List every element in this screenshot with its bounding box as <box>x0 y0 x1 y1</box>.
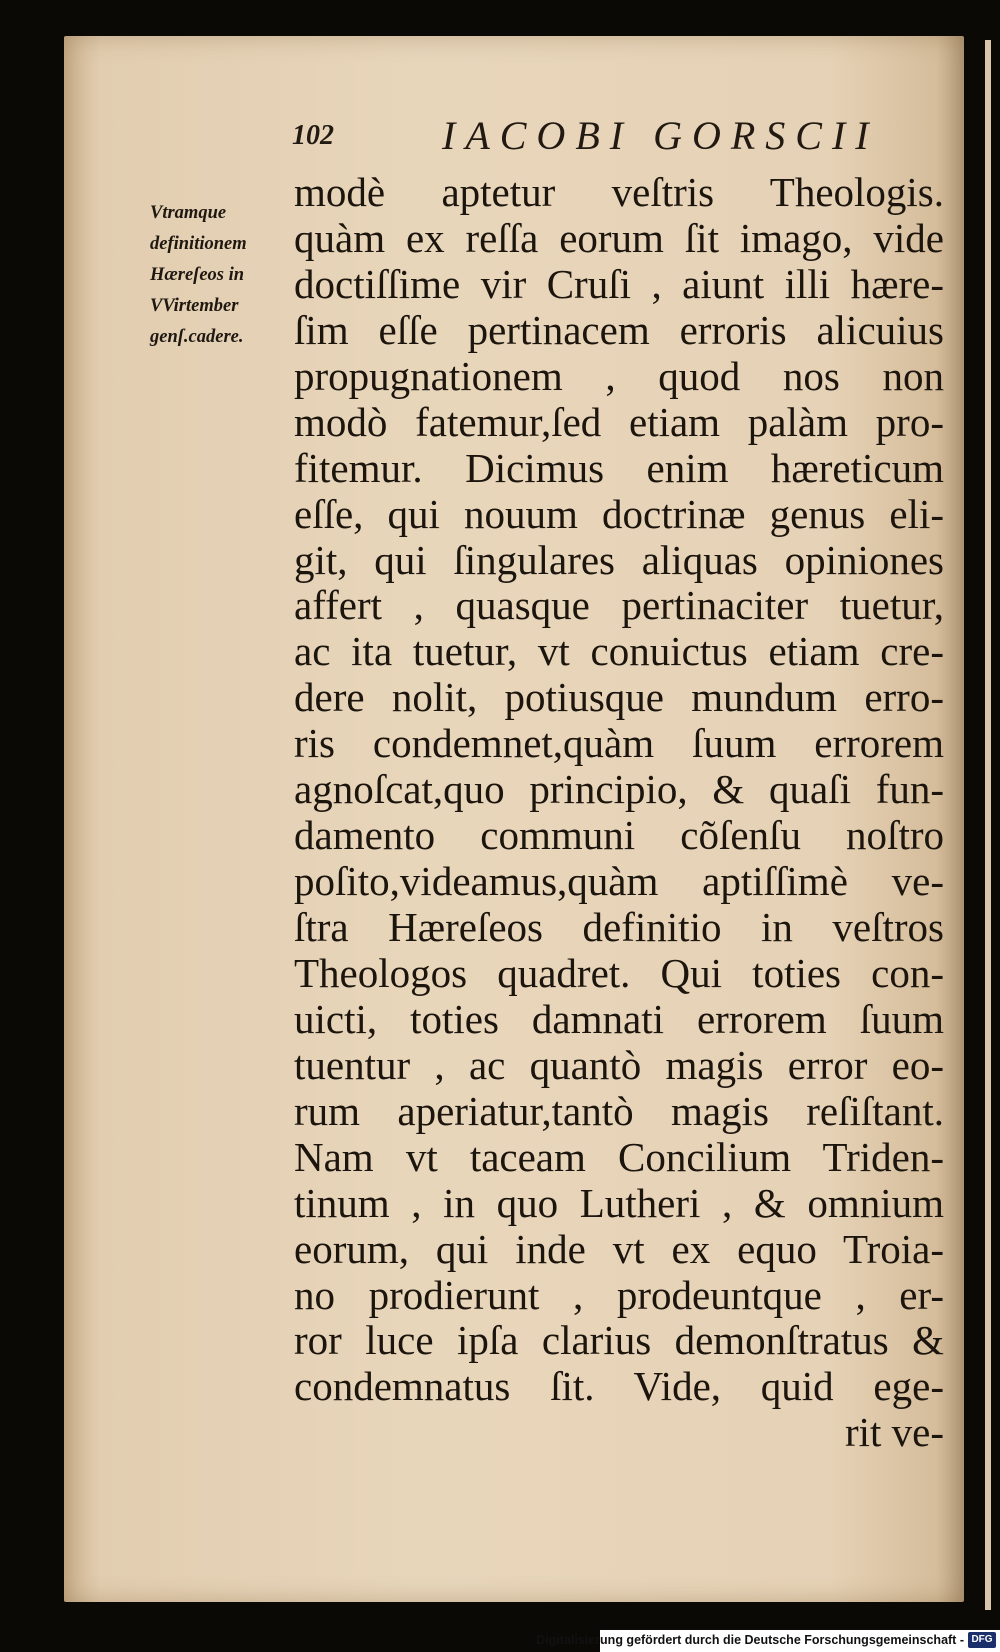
page-edge <box>985 40 991 1610</box>
text-line: Nam vt taceam Concilium Triden- <box>294 1133 944 1180</box>
margin-note <box>150 198 286 353</box>
footer-bar <box>536 1630 1000 1652</box>
body-text <box>294 169 944 1455</box>
text-line: rum aperiatur,tantò magis reſiſtant. <box>294 1087 944 1134</box>
text-line: git, qui ſingulares aliquas opiniones <box>294 536 944 583</box>
text-line: ac ita tuetur, vt conuictus etiam cre- <box>294 628 944 675</box>
text-line: condemnatus ſit. Vide, quid ege- <box>294 1363 944 1410</box>
margin-note-line: definitionem <box>150 234 247 254</box>
text-line: modò fatemur,ſed etiam palàm pro- <box>294 398 944 445</box>
text-line: ror luce ipſa clarius demonſtratus & <box>294 1317 944 1364</box>
page-header <box>292 110 932 162</box>
page-number: 102 <box>292 120 334 151</box>
text-line: modè aptetur veſtris Theologis. <box>294 169 944 215</box>
dfg-logo: DFG <box>968 1632 996 1648</box>
text-line: no prodierunt , prodeuntque , er- <box>294 1271 944 1318</box>
text-line: ſim eſſe pertinacem erroris alicuius <box>294 306 944 353</box>
text-line: uicti, toties damnati errorem ſuum <box>294 995 944 1042</box>
text-line: damento communi cõſenſu noſtro <box>294 812 944 859</box>
text-line: eorum, qui inde vt ex equo Troia- <box>294 1225 944 1272</box>
text-line: propugnationem , quod nos non <box>294 352 944 399</box>
text-line: poſito,videamus,quàm aptiſſimè ve- <box>294 858 944 905</box>
text-line: ris condemnet,quàm ſuum errorem <box>294 720 944 767</box>
margin-note-line: Vtramque <box>150 203 227 223</box>
text-line: agnoſcat,quo principio, & quaſi fun- <box>294 766 944 813</box>
text-line: dere nolit, potiusque mundum erro- <box>294 674 944 721</box>
margin-note-line: genſ.cadere. <box>150 327 244 347</box>
text-line: affert , quasque pertinaciter tuetur, <box>294 582 944 629</box>
text-line: tuentur , ac quantò magis error eo- <box>294 1041 944 1088</box>
margin-note-line: VVirtember <box>150 296 239 316</box>
running-head: IACOBI GORSCII <box>442 113 879 158</box>
margin-note-line: Hæreſeos in <box>150 265 245 285</box>
text-line: fitemur. Dicimus enim hæreticum <box>294 444 944 491</box>
text-line: eſſe, qui nouum doctrinæ genus eli- <box>294 490 944 537</box>
text-line: ſtra Hæreſeos definitio in veſtros <box>294 904 944 950</box>
text-line: tinum , in quo Lutheri , & omnium <box>294 1179 944 1226</box>
text-line: quàm ex reſſa eorum ſit imago, vide <box>294 214 944 261</box>
catchword: rit ve- <box>844 1409 944 1456</box>
text-line: Theologos quadret. Qui toties con- <box>294 949 944 996</box>
footer-credit: Digitalisierung gefördert durch die Deutsche Forschungsgemeinschaft - <box>536 1633 964 1647</box>
text-line: doctiſſime vir Cruſi , aiunt illi hære- <box>294 260 944 307</box>
